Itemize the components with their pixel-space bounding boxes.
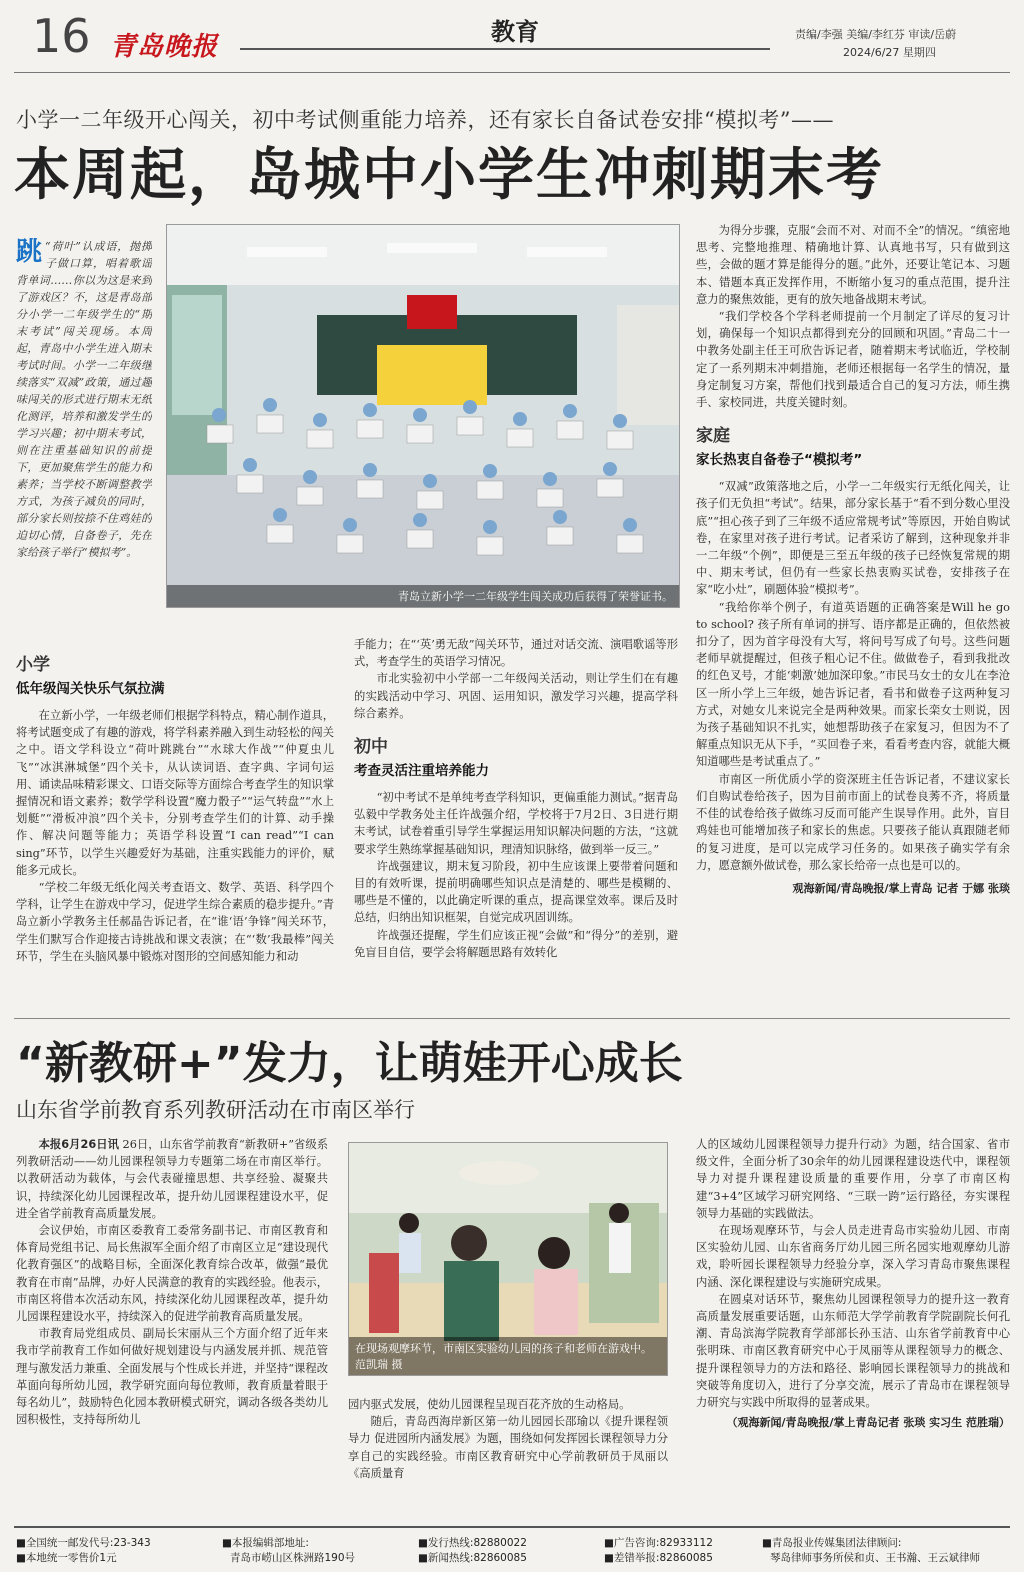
article1-byline: 观海新闻/青岛晚报/掌上青岛 记者 于娜 张琰 (792, 881, 1010, 895)
footer-cell-ads: ■广告咨询:82933112 ■差错举报:82860085 (604, 1537, 713, 1564)
editors-line: 责编/李强 美编/李红芬 审读/岳蔚 (795, 28, 957, 41)
lead-text: “荷叶”认成语，抛掷子做口算，唱着歌谣背单词……你以为这是来到了游戏区？不，这是青岛部分小学一二年级学生的“期末考试”闯关现场。本周起，青岛中小学生进入期末考试时间。小学一二年级继续落实“双减”政策，通过趣味闯关的形式进行期末无纸化测评，培养和激发学生的学习兴趣；初中期末考试，则在注重基础知识的前提下，更加聚焦学生的能力和素养；当学校不断调整教学方式，为孩子减负的同时，部分家长则按捺不住鸡娃的迫切心情，自备卷子，先在家给孩子举行“模拟考”。 (16, 240, 152, 559)
article2-dateline: 本报6月26日讯 (38, 1138, 119, 1151)
article2-headline: “新教研+”发力，让萌娃开心成长 (16, 1038, 683, 1089)
issue-date: 2024/6/27 星期四 (843, 46, 936, 59)
section-middle-school-title: 初中 (354, 737, 388, 758)
article2-right-para: 人的区域幼儿园课程领导力提升行动》为题，结合国家、省市级文件，全面分析了30余年的幼儿园课程建设迭代中，课程领导力对提升课程建设质量的重要作用，分享了市南区构建“3+4”区域学习研究网络、“三联一跨”运行路径，夯实课程领导力基础的实践做法。 (696, 1138, 1010, 1220)
page-number: 16 (32, 9, 91, 63)
lead-dropcap: 跳 (16, 238, 43, 267)
family-para: “我给你举个例子，有道英语题的正确答案是Will he go to school? 孩子所有单词的拼写、语序都是正确的，但依然被扣分了，因为首字母没有大写，将问号写成了句号。这些问题老师早就提醒过，但孩子粗心记不住。做做卷子，看到我批改的红色叉号，才能‘刺激’她加深印象。”市民马女士的女儿在李沧区一所小学上三年级，她告诉记者，看书和做卷子这两种复习方式，对她女儿来说完全是两种效果。而家长栾女士则说，因为孩子基础知识不扎实，她想帮助孩子在家复习，但因为不了解重点知识无从下手，“买回卷子来，看看考查内容，就能大概知道哪些是考试重点了。” (696, 600, 1010, 769)
family-para: “双减”政策落地之后，小学一二年级实行无纸化闯关，让孩子们无负担“考试”。结果，部分家长基于“看不到分数心里没底”“担心孩子到了三年级不适应常规考试”等原因，开始自购试卷，在家里对孩子进行考试。记者采访了解到，这种现象并非一二年级“个例”，即便是三至五年级的孩子已经恢复常规的期中、期末考试，但仍有一些家长热衷购买试卷，安排孩子在家“吃小灶”，刷题体验“模拟考”。 (696, 480, 1010, 597)
article2-mid-para: 随后，青岛西海岸新区第一幼儿园园长邵瑜以《提升课程领导力 促进园所内涵发展》为题，围绕如何发挥园长课程领导力分享自己的实践经验。市南区教育研究中心学前教研员于凤丽以《高质量育 (348, 1415, 668, 1480)
section-primary-subtitle: 低年级闯关快乐气氛拉满 (16, 681, 165, 697)
classroom-photo-image (167, 225, 679, 607)
primary-para: 在立新小学，一年级老师们根据学科特点，精心制作道具，将考试题变成了有趣的游戏，将学科素养融入到生动轻松的闯关之中。语文学科设立“荷叶跳跳台”“水球大作战”“仲夏虫儿飞”“冰淇淋城堡”四个关卡，从认读词语、查字典、字词句运用、诵读品味精彩课文、口语交际等方面综合考查学生的知识掌握情况和语文素养；数学学科设置“魔力骰子”“运气转盘”“水上划艇”“滑板冲浪”四个关卡，分别考查学生们的计算、动手操作、解决问题等能力；英语学科设置“I can read”“I can sing”环节，以学生兴趣爱好为基础，注重实践能力的评价，赋能多元成长。 (16, 709, 334, 877)
classroom-photo (166, 224, 680, 608)
middle-school-para: 许战强还提醒，学生们应该正视“会做”和“得分”的差别，避免盲目自信，要学会将解题思路有效转化 (354, 928, 678, 959)
article-divider (14, 1018, 1010, 1019)
article1-headline: 本周起，岛城中小学生冲刺期末考 (14, 143, 884, 208)
section-primary-title: 小学 (16, 655, 50, 675)
article2-left-column (16, 1136, 328, 1504)
article1-lead (16, 238, 152, 608)
article1-middle-column (354, 636, 678, 1002)
article1-kicker: 小学一二年级开心闯关，初中考试侧重能力培养，还有家长自备试卷安排“模拟考”—— (16, 108, 834, 132)
footer-cell-postal: ■全国统一邮发代号:23-343 ■本地统一零售价1元 (16, 1537, 151, 1564)
section-name: 教育 (491, 18, 539, 46)
article2-para: 市教育局党组成员、副局长宋丽从三个方面介绍了近年来我市学前教育工作如何做好规划建设与内涵发展并抓、规范管理与激发活力兼重、全面发展与个性成长并进，并坚持“课程改革面向每所幼儿园，教学研究面向每位教师，教育质量着眼于每名幼儿”，鼓励特色化园本教研模式研究，调动各级各类幼儿园积极性，支持每所幼儿 (16, 1327, 328, 1427)
right-para: 为得分步骤，克服“会而不对、对而不全”的情况。“缜密地思考、完整地推理、精确地计算、认真地书写，只有做到这些，会做的题才算是能得分的题。”此外，还要让笔记本、习题本、错题本真正发挥作用，不断缩小复习的重点范围，提升注意力的聚焦效能，更有的放矢地备战期末考试。 (696, 224, 1010, 306)
primary-para: “学校二年级无纸化闯关考查语文、数学、英语、科学四个学科，让学生在游戏中学习，促进学生综合素质的稳步提升。”青岛立新小学教务主任郝晶告诉记者，在“谁‘语’争锋”闯关环节，学生们默写合作迎接古诗挑战和课文表演；在“‘数’我最棒”闯关环节，学生在头脑风暴中锻炼对图形的空间感知能力和动 (16, 881, 334, 963)
article2-right-column (696, 1136, 1010, 1504)
right-para: “我们学校各个学科老师提前一个月制定了详尽的复习计划，确保每一个知识点都得到充分的回顾和巩固。”青岛二十一中教务处副主任王可欣告诉记者，随着期末考试临近，学校制定了一系列期末冲刺措施，老师还根据每一名学生的情况，量身定制复习方案，帮他们找到最适合自己的复习方法，师生携手、家校同进，共度关键时刻。 (696, 310, 1010, 410)
article1-primary-column (16, 650, 334, 1002)
mid-para: 手能力；在“‘英’勇无敌”闯关环节，通过对话交流、演唱歌谣等形式，考查学生的英语学习情况。 (354, 638, 678, 669)
classroom-photo-caption: 青岛立新小学一二年级学生闯关成功后获得了荣誉证书。 (167, 585, 679, 607)
footer-cell-legal: ■青岛报业传媒集团法律顾问: 琴岛律师事务所侯和贞、王书瀚、王云斌律师 (762, 1537, 980, 1564)
section-middle-school-subtitle: 考查灵活注重培养能力 (354, 763, 489, 780)
footer-cell-hotlines: ■发行热线:82880022 ■新闻热线:82860085 (418, 1537, 527, 1564)
middle-school-para: 许战强建议，期末复习阶段，初中生应该课上要带着问题和目的有效听课，提前明确哪些知识点是清楚的、哪些是模糊的、哪些是不懂的，以此确定听课的重点，提高课堂效率。课后及时总结，归纳出知识框架，自觉完成巩固训练。 (354, 859, 678, 925)
footer-rule (14, 1526, 1010, 1528)
article2-middle-column (348, 1396, 668, 1504)
top-rule (14, 72, 1010, 73)
article2-para: 会议伊始，市南区委教育工委常务副书记、市南区教育和体育局党组书记、局长焦淑军全面介绍了市南区立足“建设现代化教育强区”的战略目标，全面深化教育综合改革，做强“最优教育在市南”品牌，办好人民满意的教育的实践经验。他表示，市南区将借本次活动东风，持续深化幼儿园课程改革，提升幼儿园课程建设水平，持续深入的促进学前教育高质量发展。 (16, 1224, 328, 1324)
kindergarten-photo-caption: 在现场观摩环节，市南区实验幼儿园的孩子和老师在游戏中。 范凯瑞 摄 (349, 1337, 667, 1375)
paper-name-logo: 青岛晚报 (110, 32, 219, 62)
article2-right-para: 在现场观摩环节，与会人员走进青岛市实验幼儿园、市南区实验幼儿园、山东省商务厅幼儿园三所名园实地观摩幼儿游戏，聆听园长课程领导力经验分享，深入学习青岛市聚焦课程内涵、深化课程建设与实施研究成果。 (696, 1224, 1010, 1289)
mid-para: 市北实验初中小学部一二年级闯关活动，则让学生们在有趣的实践活动中学习、巩固、运用知识，激发学习兴趣，提高学科综合素养。 (354, 672, 678, 720)
article2-byline: （观海新闻/青岛晚报/掌上青岛记者 张琰 实习生 范胜瑞） (726, 1416, 1010, 1430)
article1-right-column (696, 222, 1010, 1002)
middle-school-para: “初中考试不是单纯考查学科知识，更偏重能力测试。”据青岛弘毅中学教务处主任许战强介绍，学校将于7月2日、3日进行期末考试，试卷着重引导学生掌握运用知识解决问题的方法，“这就要求学生熟练掌握基础知识，理清知识脉络，做到举一反三。” (354, 791, 678, 856)
section-family-subtitle: 家长热衷自备卷子“模拟考” (696, 452, 863, 469)
kindergarten-photo (348, 1142, 668, 1376)
family-para: 市南区一所优质小学的资深班主任告诉记者，不建议家长们自购试卷给孩子，因为目前市面上的试卷良莠不齐，将质量不佳的试卷给孩子做练习反而可能产生误导作用。此外，盲目鸡娃也可能增加孩子和家长的焦虑。只要孩子能认真跟随老师的复习进度，是可以完成学习任务的。如果孩子确实学有余力，愿意额外做试卷，那么家长给帝一点也是可以的。 (696, 772, 1010, 872)
article2-right-para: 在圆桌对话环节，聚焦幼儿园课程领导力的提升这一教育高质量发展重要话题，山东师范大学学前教育学院副院长何孔潮、青岛滨海学院教育学部部长孙玉洁、山东省学前教育中心张明珠、市南区教育研究中心于凤丽等从课程领导力的概念、提升课程领导力的方法和路径、影响园长课程领导力的挑战和突破等角度切入，进行了分享交流，展示了青岛市在课程领导力研究与实践中所取得的显著成果。 (696, 1292, 1010, 1410)
section-family-title: 家庭 (696, 426, 730, 447)
footer-cell-address: ■本报编辑部地址: 青岛市崂山区株洲路190号 (222, 1537, 356, 1564)
article2-lead: 26日，山东省学前教育“新教研+”省级系列教研活动——幼儿园课程领导力专题第二场在市南区举行。以教研活动为载体，与会代表碰撞思想、共享经验、凝聚共识，持续深化幼儿园课程改革，提升幼儿园课程建设水平，促进全省学前教育高质量发展。 (16, 1138, 328, 1220)
article2-subhead: 山东省学前教育系列教研活动在市南区举行 (16, 1098, 415, 1122)
masthead-rule (240, 48, 770, 50)
article2-mid-para: 园内驱式发展，使幼儿园课程呈现百花齐放的生动格局。 (348, 1398, 631, 1411)
